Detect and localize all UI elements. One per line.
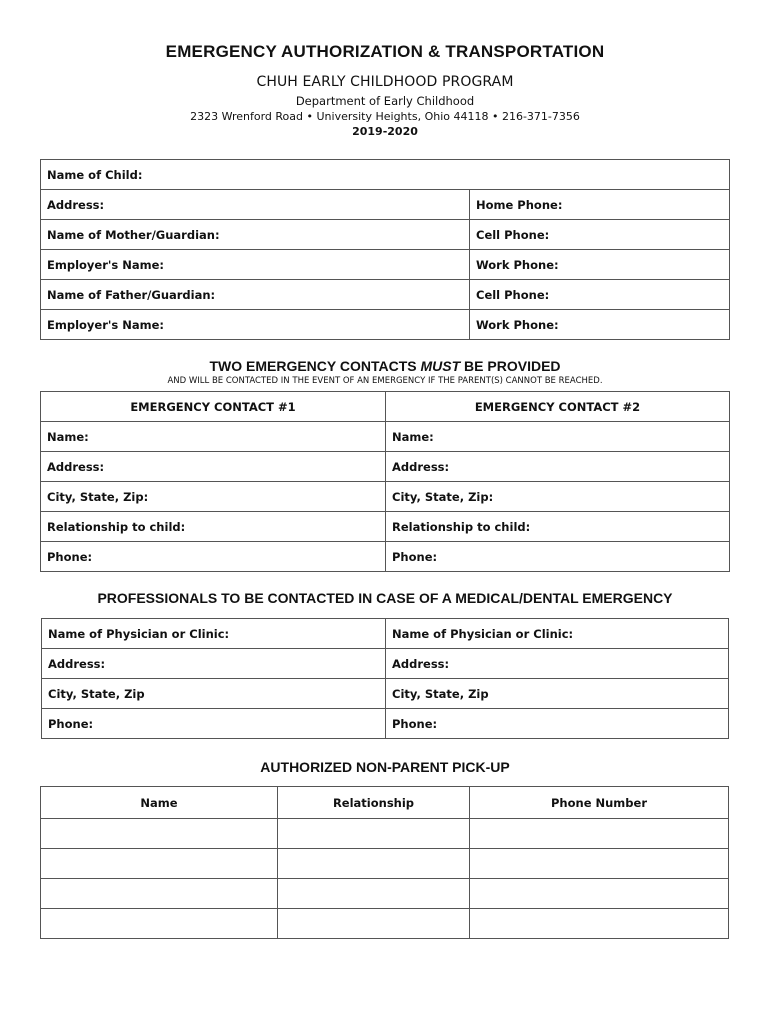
contact1-name-field[interactable]: Name:	[41, 422, 386, 452]
physician-2-phone-field[interactable]: Phone:	[386, 709, 729, 739]
pickup-relationship-cell[interactable]	[278, 819, 470, 849]
mother-employer-field[interactable]: Employer's Name:	[41, 250, 470, 280]
department-name: Department of Early Childhood	[295, 94, 475, 108]
emergency-contacts-heading	[0, 358, 770, 374]
pickup-name-cell[interactable]	[41, 879, 278, 909]
emergency-contacts-subheading: AND WILL BE CONTACTED IN THE EVENT OF AN EMERGENCY IF THE PARENT(S) CANNOT BE REACHED.	[167, 376, 603, 386]
name-of-child-field[interactable]: Name of Child:	[41, 160, 730, 190]
contact2-relationship-field[interactable]: Relationship to child:	[386, 512, 730, 542]
pickup-name-cell[interactable]	[41, 849, 278, 879]
contact2-phone-field[interactable]: Phone:	[386, 542, 730, 572]
pickup-phone-cell[interactable]	[470, 819, 729, 849]
contact2-header: EMERGENCY CONTACT #2	[386, 392, 730, 422]
physician-1-address-field[interactable]: Address:	[42, 649, 386, 679]
school-year: 2019-2020	[352, 125, 418, 138]
pickup-relationship-cell[interactable]	[278, 849, 470, 879]
physician-2-field[interactable]: Name of Physician or Clinic:	[386, 619, 729, 649]
address-field[interactable]: Address:	[41, 190, 470, 220]
contact1-phone-field[interactable]: Phone:	[41, 542, 386, 572]
pickup-phone-cell[interactable]	[470, 909, 729, 939]
pickup-relationship-cell[interactable]	[278, 909, 470, 939]
program-name: CHUH EARLY CHILDHOOD PROGRAM	[256, 74, 514, 90]
professionals-heading: PROFESSIONALS TO BE CONTACTED IN CASE OF A MEDICAL/DENTAL EMERGENCY	[97, 590, 673, 606]
address-line: 2323 Wrenford Road • University Heights, Ohio 44118 • 216-371-7356	[190, 110, 580, 123]
professionals-table	[41, 618, 729, 739]
form-title: EMERGENCY AUTHORIZATION & TRANSPORTATION	[165, 42, 605, 61]
contact2-address-field[interactable]: Address:	[386, 452, 730, 482]
contact1-header: EMERGENCY CONTACT #1	[41, 392, 386, 422]
emergency-heading-pre: TWO EMERGENCY CONTACTS	[209, 358, 421, 374]
pickup-phone-cell[interactable]	[470, 849, 729, 879]
mother-work-phone-field[interactable]: Work Phone:	[470, 250, 730, 280]
contact1-address-field[interactable]: Address:	[41, 452, 386, 482]
pickup-relationship-cell[interactable]	[278, 879, 470, 909]
father-employer-field[interactable]: Employer's Name:	[41, 310, 470, 340]
contact1-relationship-field[interactable]: Relationship to child:	[41, 512, 386, 542]
physician-2-city-state-zip-field[interactable]: City, State, Zip	[386, 679, 729, 709]
pickup-col-phone: Phone Number	[470, 787, 729, 819]
table-row	[41, 849, 729, 879]
contact2-name-field[interactable]: Name:	[386, 422, 730, 452]
mother-guardian-field[interactable]: Name of Mother/Guardian:	[41, 220, 470, 250]
physician-2-address-field[interactable]: Address:	[386, 649, 729, 679]
pickup-phone-cell[interactable]	[470, 879, 729, 909]
table-row	[41, 879, 729, 909]
father-work-phone-field[interactable]: Work Phone:	[470, 310, 730, 340]
contact1-city-state-zip-field[interactable]: City, State, Zip:	[41, 482, 386, 512]
emergency-heading-must: MUST	[420, 358, 461, 374]
pickup-col-relationship: Relationship	[278, 787, 470, 819]
father-cell-phone-field[interactable]: Cell Phone:	[470, 280, 730, 310]
pickup-col-name: Name	[41, 787, 278, 819]
child-info-table	[40, 159, 730, 340]
pickup-name-cell[interactable]	[41, 909, 278, 939]
contact2-city-state-zip-field[interactable]: City, State, Zip:	[386, 482, 730, 512]
home-phone-field[interactable]: Home Phone:	[470, 190, 730, 220]
father-guardian-field[interactable]: Name of Father/Guardian:	[41, 280, 470, 310]
emergency-contacts-table	[40, 391, 730, 572]
mother-cell-phone-field[interactable]: Cell Phone:	[470, 220, 730, 250]
physician-1-field[interactable]: Name of Physician or Clinic:	[42, 619, 386, 649]
table-row	[41, 819, 729, 849]
physician-1-phone-field[interactable]: Phone:	[42, 709, 386, 739]
pickup-heading: AUTHORIZED NON-PARENT PICK-UP	[260, 759, 510, 775]
emergency-heading-post: BE PROVIDED	[460, 358, 561, 374]
pickup-name-cell[interactable]	[41, 819, 278, 849]
table-row	[41, 909, 729, 939]
pickup-table	[40, 786, 729, 939]
physician-1-city-state-zip-field[interactable]: City, State, Zip	[42, 679, 386, 709]
